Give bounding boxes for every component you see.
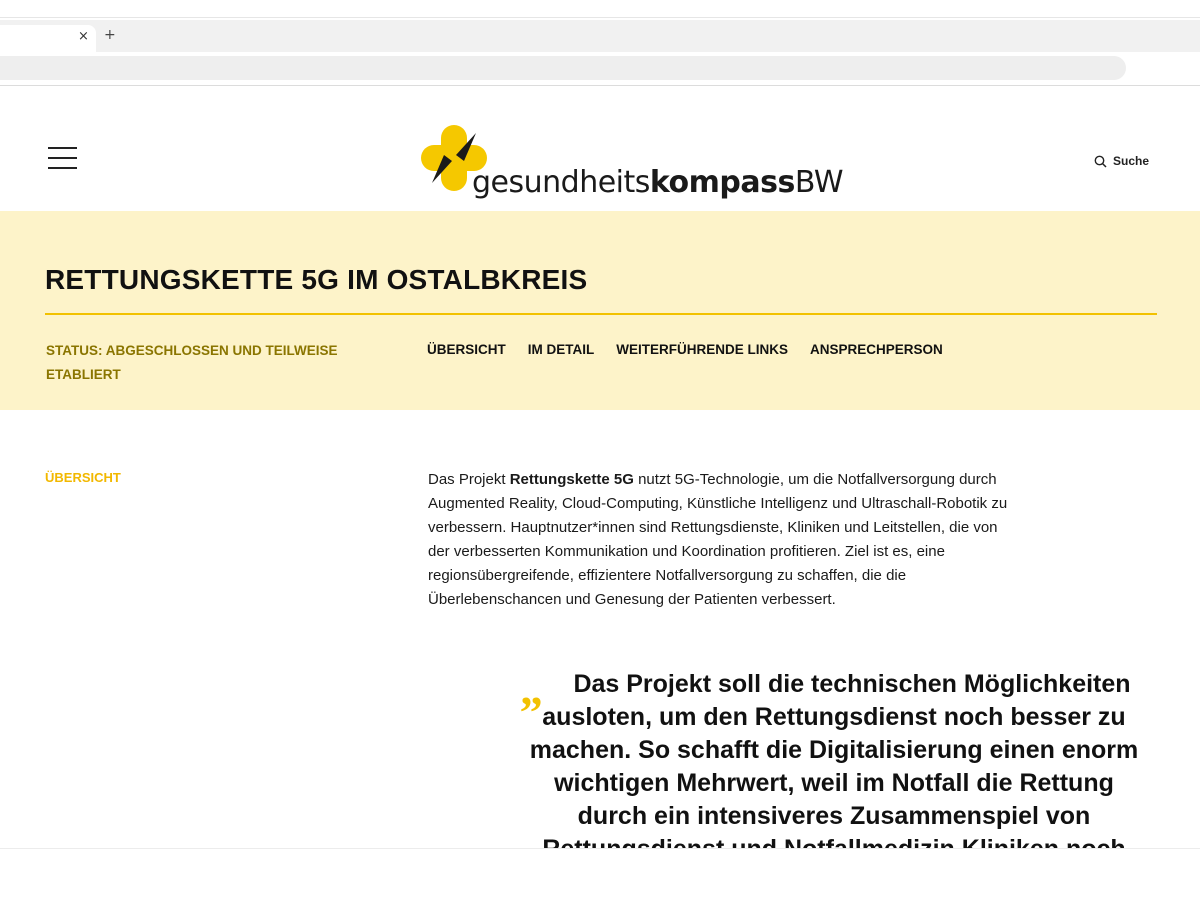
close-tab-icon[interactable]: × xyxy=(78,29,89,44)
search-icon xyxy=(1094,155,1107,168)
logo-wordmark: gesundheitskompassBW xyxy=(472,165,844,200)
project-name: Rettungskette 5G xyxy=(509,471,634,488)
section-nav xyxy=(427,342,943,357)
site-header xyxy=(0,87,1200,211)
quote-mark-icon: „ xyxy=(520,663,543,714)
browser-tab-bar xyxy=(0,20,1200,52)
status-text: STATUS: ABGESCHLOSSEN UND TEILWEISE ETABLIERT xyxy=(46,343,338,382)
nav-link-weiterfuehrende-links[interactable]: WEITERFÜHRENDE LINKS xyxy=(616,342,789,357)
new-tab-icon[interactable]: + xyxy=(104,27,116,43)
search-button[interactable] xyxy=(1094,154,1149,168)
site-logo[interactable] xyxy=(420,125,844,205)
address-bar[interactable] xyxy=(0,56,1126,80)
section-label: ÜBERSICHT xyxy=(45,470,121,485)
intro-paragraph: Das Projekt Rettungskette 5G nutzt 5G-Technologie, um die Notfallversorgung durch Augmented Reality, Cloud-Computing, Künstliche Intelligenz und Ultraschall-Robotik zu verbessern. Hauptnutzer*innen sind Rettungsdienste, Kliniken und Leitstellen, die von der verbesserten Kommunikation und Koordination profitieren. Ziel ist es, eine regionsübergreifende, effizientere Notfallversorgung zu schaffen, die die Überlebenschancen und Genesung der Patienten verbessert. xyxy=(428,471,1008,608)
project-header-band xyxy=(0,211,1200,410)
menu-icon[interactable] xyxy=(48,146,77,170)
nav-link-ansprechperson[interactable]: ANSPRECHPERSON xyxy=(810,342,943,357)
browser-tab[interactable] xyxy=(0,25,96,52)
nav-link-im-detail[interactable]: IM DETAIL xyxy=(527,342,595,357)
browser-toolbar xyxy=(0,52,1200,86)
pull-quote: Das Projekt soll die technischen Möglichkeiten ausloten, um den Rettungsdienst noch besser zu machen. So schafft die Digitalisierung einen enorm wichtigen Mehrwert, weil im Notfall die Rettung durch ein intensiveres Zusammenspiel von xyxy=(529,670,1139,830)
page-title: RETTUNGSKETTE 5G IM OSTALBKREIS xyxy=(45,264,588,295)
divider xyxy=(45,313,1157,315)
search-label: Suche xyxy=(1113,154,1150,168)
browser-bottom-strip xyxy=(0,848,1200,900)
browser-top-strip xyxy=(0,0,1200,18)
nav-link-uebersicht[interactable]: ÜBERSICHT xyxy=(427,342,506,357)
